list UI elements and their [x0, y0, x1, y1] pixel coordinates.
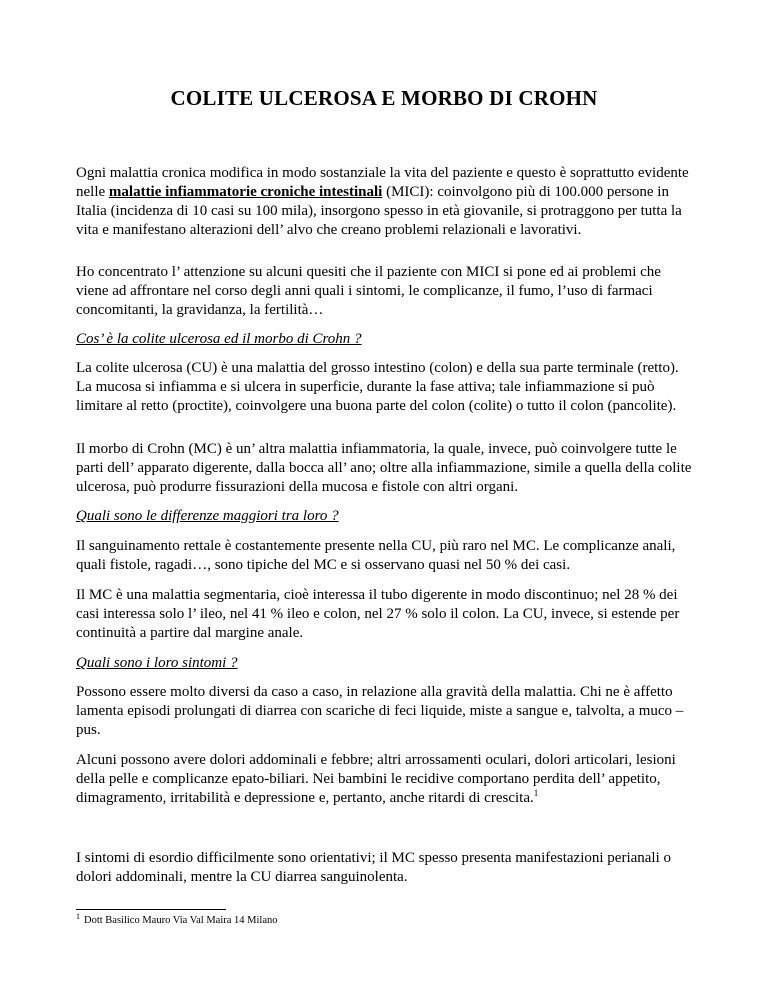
- paragraph-intro: [76, 164, 696, 240]
- document-title: COLITE ULCEROSA E MORBO DI CROHN: [170, 86, 598, 110]
- section-heading-definition: Cos’ è la colite ulcerosa ed il morbo di Crohn ?: [76, 331, 362, 347]
- footnote: [76, 914, 278, 927]
- footnote-divider: [76, 909, 226, 910]
- footnote-mark: 1: [76, 912, 80, 921]
- paragraph-colite-ulcerosa: La colite ulcerosa (CU) è una malattia del grosso intestino (colon) e della sua parte terminale (retto). La mucosa si infiamma e si ulcera in superficie, durante la fase attiva; tale infiammazione si può limitare al retto (proctite), coinvolgere una buona parte del colon (colite) o tutto il colon (pancolite).: [76, 360, 679, 414]
- paragraph-sanguinamento: Il sanguinamento rettale è costantemente presente nella CU, più raro nel MC. Le complicanze anali, quali fistole, ragadi…, sono tipiche del MC e si osservano quasi nel 50 % dei casi.: [76, 538, 676, 573]
- intro-text-end: (MICI): coinvolgono più di 100.000 persone in Italia (incidenza di 10 casi su 100 mila), insorgono spesso in età giovanile, si protraggono per tutta la vita e manifestano alterazioni dell’ alvo che creano problemi relazionali e lavorativi.: [76, 184, 682, 238]
- section-heading-differences: Quali sono le differenze maggiori tra loro ?: [76, 508, 339, 524]
- paragraph-segmentaria: Il MC è una malattia segmentaria, cioè interessa il tubo digerente in modo discontinuo; nel 28 % dei casi interessa solo l’ ileo, nel 41 % ileo e colon, nel 27 % solo il colon. La CU, invece, si estende per continuità a partire dal margine anale.: [76, 587, 680, 641]
- mici-term: malattie infiammatorie croniche intestinali: [108, 184, 383, 200]
- complicanze-text: Alcuni possono avere dolori addominali e febbre; altri arrossamenti oculari, dolori articolari, lesioni della pelle e complicanze epato-biliari. Nei bambini le recidive comportano perdita dell’ appetito, dimagramento, irritabilità e depressione e, pertanto, anche ritardi di crescita.: [76, 752, 676, 806]
- footnote-reference[interactable]: 1: [533, 788, 539, 798]
- paragraph-focus: Ho concentrato l’ attenzione su alcuni quesiti che il paziente con MICI si pone ed ai problemi che viene ad affrontare nel corso degli anni quali i sintomi, le complicanze, il fumo, l’uso di farmaci concomitanti, la gravidanza, la fertilità…: [76, 264, 661, 318]
- footnote-text: Dott Basilico Mauro Via Val Maira 14 Milano: [84, 915, 278, 926]
- paragraph-morbo-crohn: Il morbo di Crohn (MC) è un’ altra malattia infiammatoria, la quale, invece, può coinvolgere tutte le parti dell’ apparato digerente, dalla bocca all’ ano; oltre alla infiammazione, simile a quella della colite ulcerosa, può produrre fissurazioni della mucosa e fistole con altri organi.: [76, 441, 692, 495]
- paragraph-esordio: I sintomi di esordio difficilmente sono orientativi; il MC spesso presenta manifestazioni perianali o dolori addominali, mentre la CU diarrea sanguinolenta.: [76, 850, 672, 885]
- paragraph-complicanze: [76, 751, 696, 808]
- intro-text-start: Ogni malattia cronica modifica in modo sostanziale la vita del paziente e questo è soprattutto evidente nelle: [76, 165, 689, 200]
- section-heading-symptoms: Quali sono i loro sintomi ?: [76, 655, 238, 671]
- paragraph-sintomi: Possono essere molto diversi da caso a caso, in relazione alla gravità della malattia. Chi ne è affetto lamenta episodi prolungati di diarrea con scariche di feci liquide, miste a sangue e, talvolta, a muco – pus.: [76, 684, 684, 738]
